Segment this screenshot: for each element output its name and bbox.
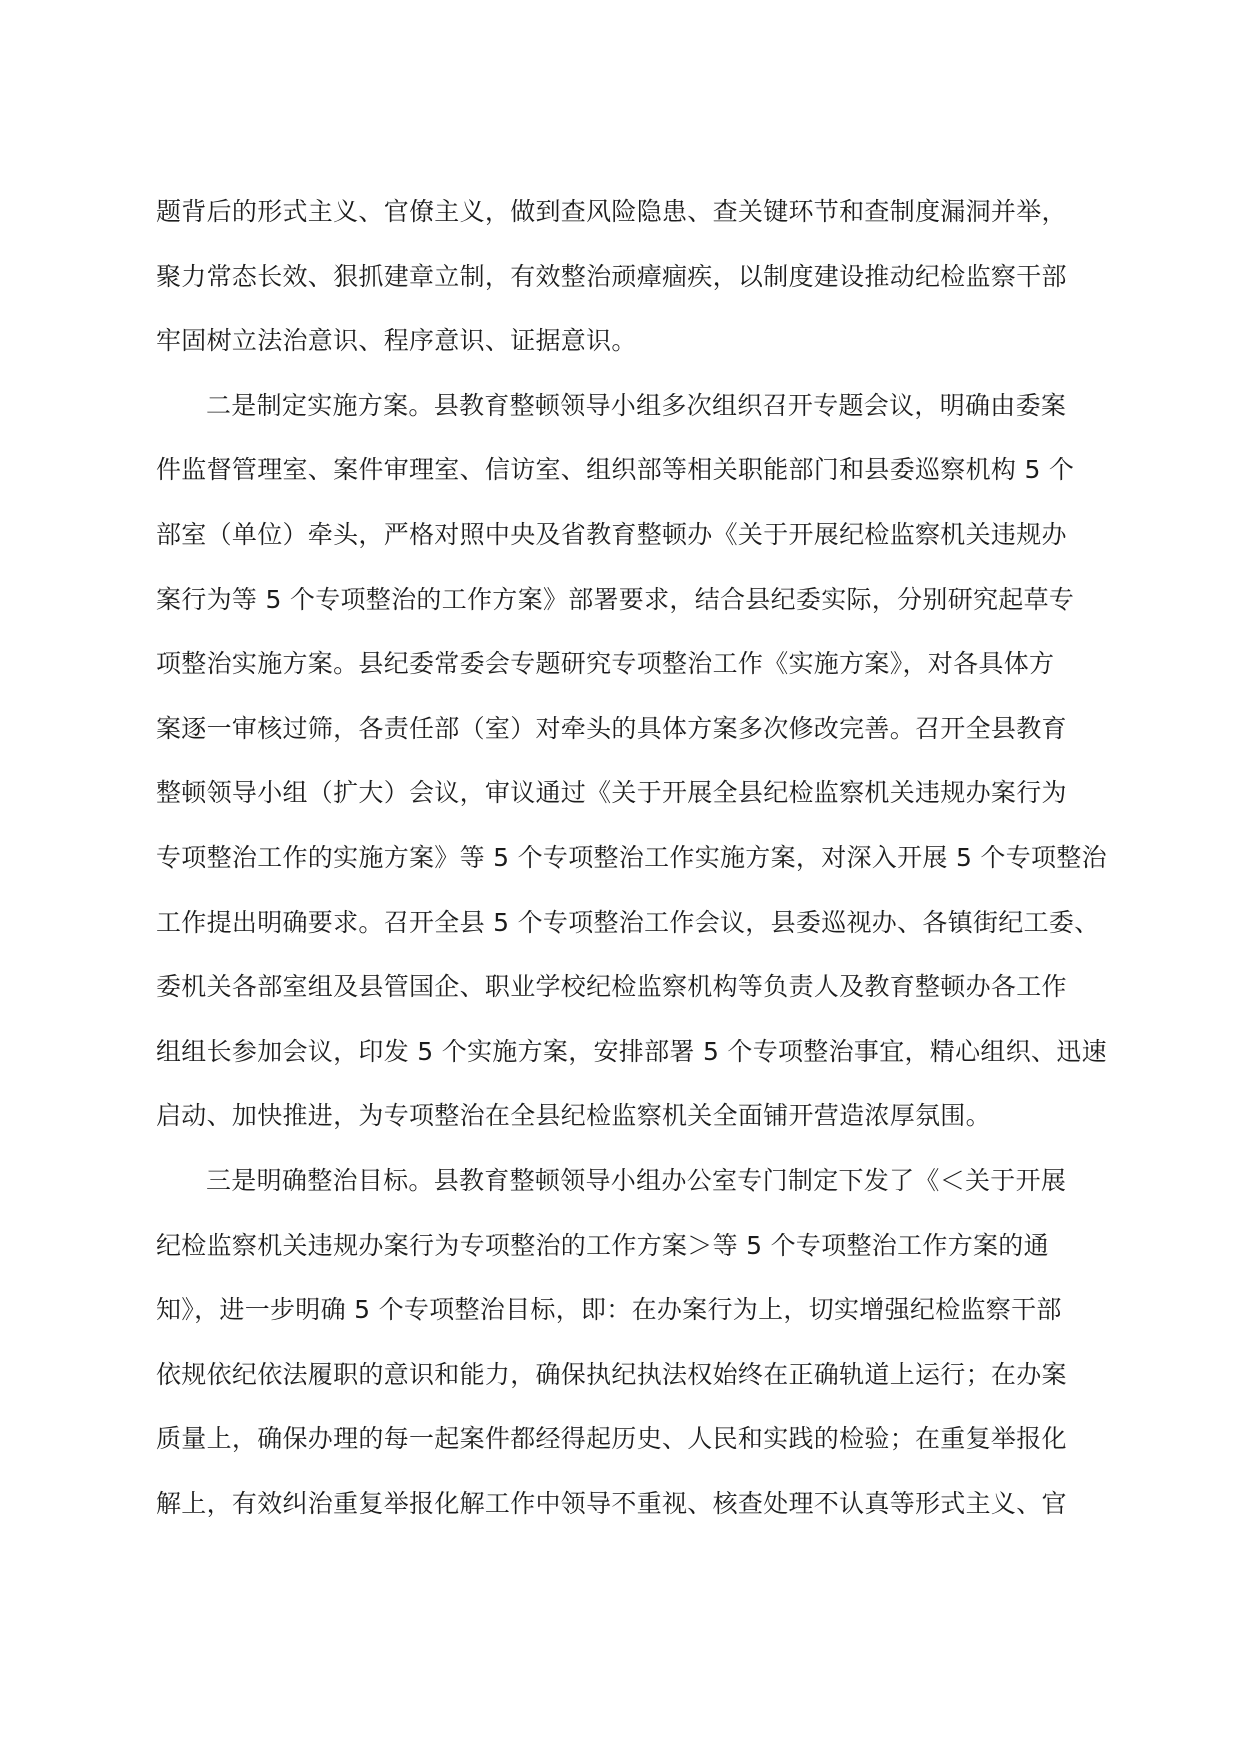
text-line: 专项整治工作的实施方案》等 5 个专项整治工作实施方案，对深入开展 5 个专项整治 — [156, 842, 1107, 872]
text-line: 依规依纪依法履职的意识和能力，确保执纪执法权始终在正确轨道上运行；在办案 — [156, 1359, 1067, 1389]
text-line: 题背后的形式主义、官僚主义，做到查风险隐患、查关键环节和查制度漏洞并举， — [156, 197, 1067, 226]
text-line: 案逐一审核过筛，各责任部（室）对牵头的具体方案多次修改完善。召开全县教育 — [156, 713, 1067, 743]
text-line: 件监督管理室、案件审理室、信访室、组织部等相关职能部门和县委巡察机构 5 个 — [156, 455, 1075, 485]
text-line: 解上，有效纠治重复举报化解工作中领导不重视、核查处理不认真等形式主义、官 — [156, 1488, 1067, 1518]
text-line: 组组长参加会议，印发 5 个实施方案，安排部署 5 个专项整治事宜，精心组织、迅速 — [156, 1036, 1107, 1066]
text-line: 部室（单位）牵头，严格对照中央及省教育整顿办《关于开展纪检监察机关违规办 — [156, 519, 1067, 549]
text-line: 纪检监察机关违规办案行为专项整治的工作方案＞等 5 个专项整治工作方案的通 — [156, 1230, 1049, 1260]
text-line: 整顿领导小组（扩大）会议，审议通过《关于开展全县纪检监察机关违规办案行为 — [156, 778, 1067, 808]
text-line: 质量上，确保办理的每一起案件都经得起历史、人民和实践的检验；在重复举报化 — [156, 1424, 1067, 1454]
paragraph-heading-line: 三是明确整治目标。县教育整顿领导小组办公室专门制定下发了《＜关于开展 — [206, 1165, 1067, 1195]
text-line: 项整治实施方案。县纪委常委会专题研究专项整治工作《实施方案》，对各具体方 — [156, 649, 1055, 679]
paragraph-heading-line: 二是制定实施方案。县教育整顿领导小组多次组织召开专题会议，明确由委案 — [206, 390, 1067, 420]
text-line: 牢固树立法治意识、程序意识、证据意识。 — [156, 326, 637, 356]
text-line: 案行为等 5 个专项整治的工作方案》部署要求，结合县纪委实际，分别研究起草专 — [156, 584, 1075, 614]
text-line: 启动、加快推进，为专项整治在全县纪检监察机关全面铺开营造浓厚氛围。 — [156, 1101, 991, 1131]
body-text — [156, 180, 1107, 1536]
text-line: 委机关各部室组及县管国企、职业学校纪检监察机构等负责人及教育整顿办各工作 — [156, 972, 1067, 1002]
text-line: 知》，进一步明确 5 个专项整治目标，即：在办案行为上，切实增强纪检监察干部 — [156, 1295, 1062, 1325]
text-line: 聚力常态长效、狠抓建章立制，有效整治顽瘴痼疾，以制度建设推动纪检监察干部 — [156, 261, 1067, 291]
text-line: 工作提出明确要求。召开全县 5 个专项整治工作会议，县委巡视办、各镇街纪工委、 — [156, 907, 1100, 937]
